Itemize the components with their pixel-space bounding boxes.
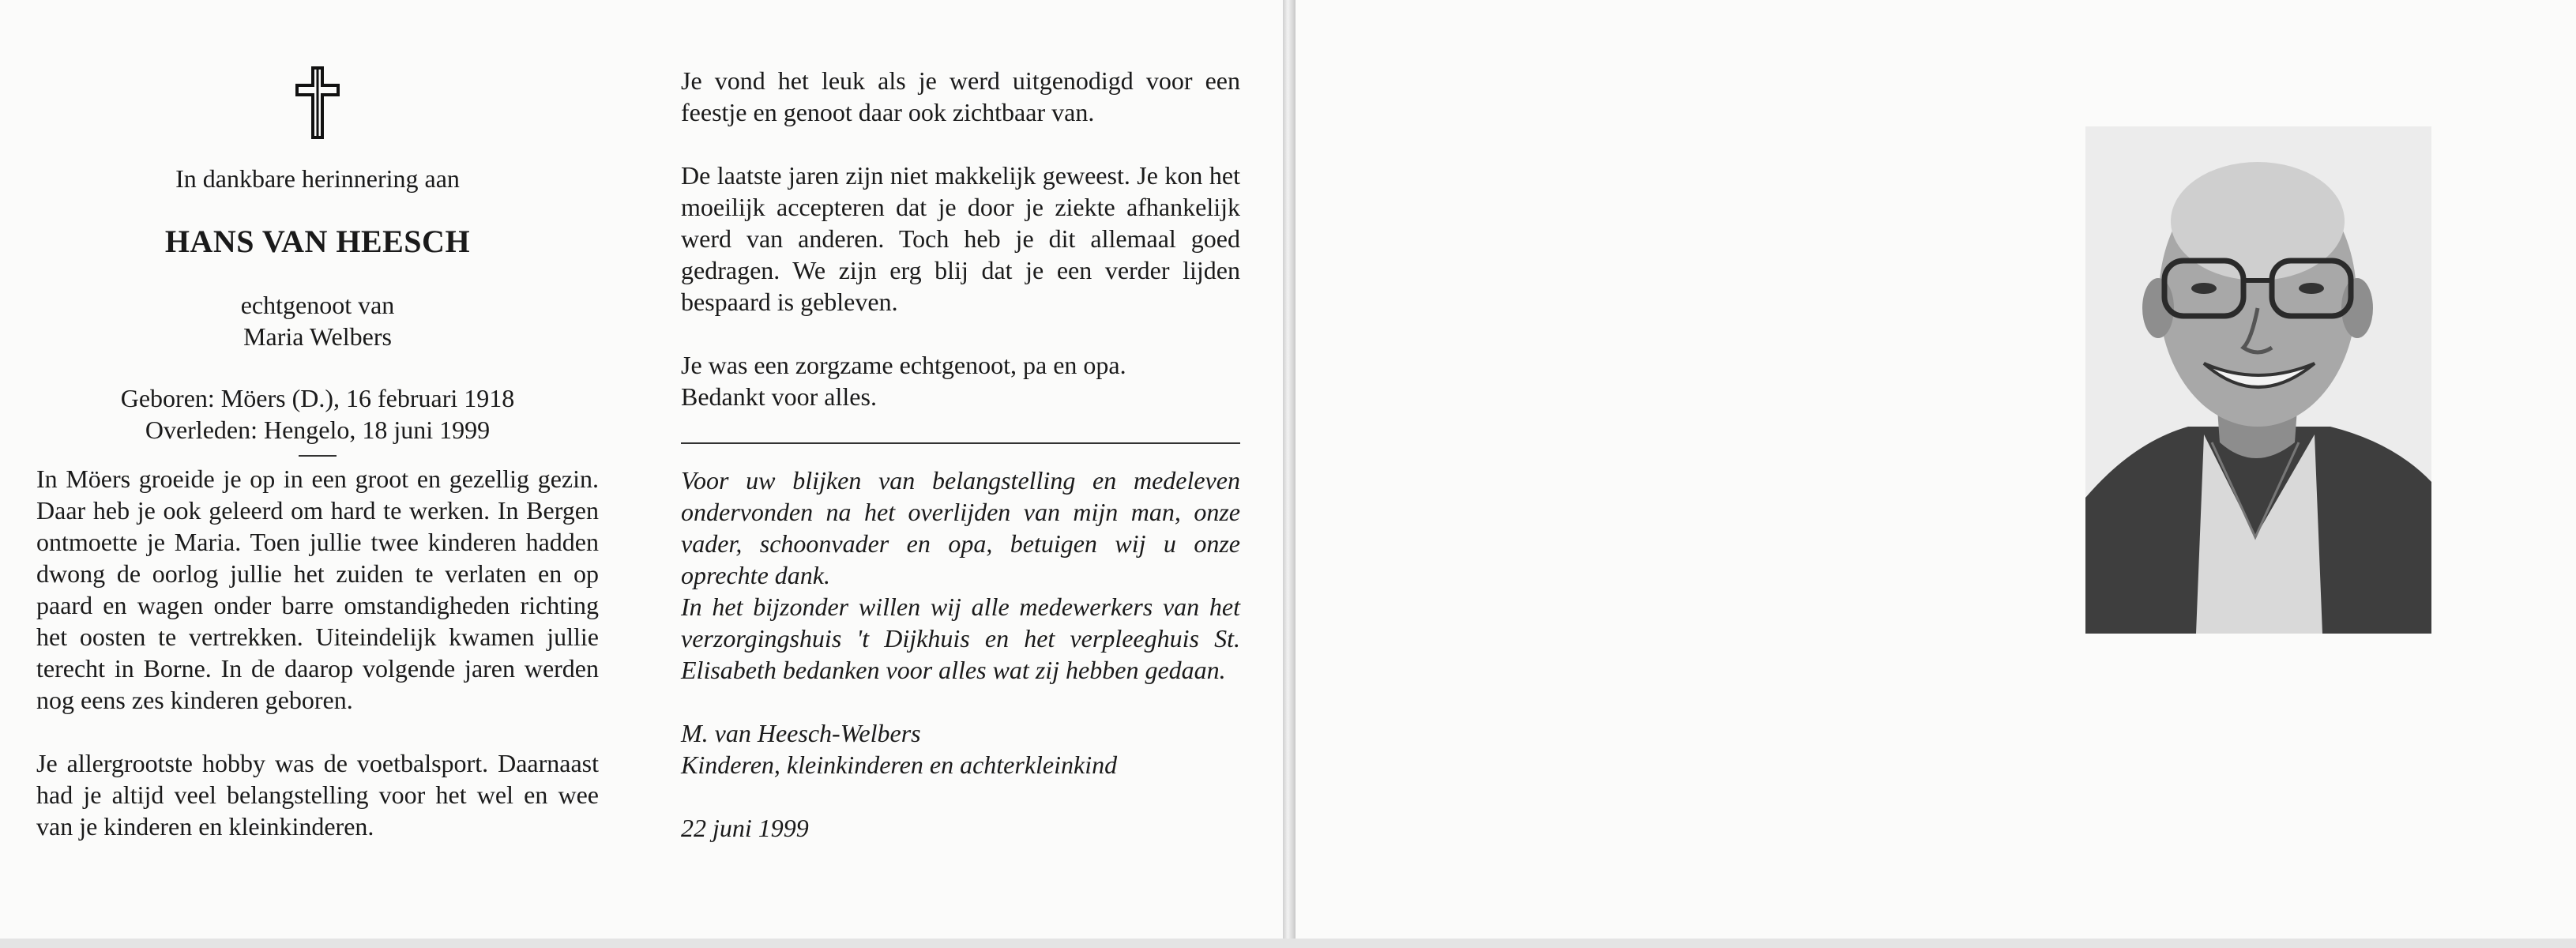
biography-paragraph-2: Je allergrootste hobby was de voetbalsport. Daarnaast had je altijd veel belangstelling voor het wel en wee van je kinderen en kleinkinderen. [36,749,599,841]
thanks-paragraph-2: In het bijzonder willen wij alle medewerkers van het verzorgingshuis 't Dijkhuis en het verpleeghuis St. Elisabeth bedanken voor alles wat zij hebben gedaan. [681,592,1240,684]
long-divider [681,442,1240,444]
biography-paragraph-1: In Möers groeide je op in een groot en gezellig gezin. Daar heb je ook geleerd om hard te werken. In Bergen ontmoette je Maria. Toen jullie twee kinderen hadden dwong de oorlog jullie het zuiden te verlaten en op paard en wagen onder barre omstandigheden richting het oosten te vertrekken. Uiteindelijk kwamen jullie terecht in Borne. In de daarop volgende jaren werden nog eens zes kinderen geboren. [36,465,599,714]
card-date: 22 juni 1999 [681,814,809,842]
spouse-name: Maria Welbers [243,322,392,351]
portrait-icon [2085,126,2431,634]
card-fold [1283,0,1296,948]
portrait-photo [2085,126,2431,634]
deceased-name: HANS VAN HEESCH [164,224,471,259]
spouse-block [36,289,599,352]
cross-icon [294,65,341,141]
intro-text: In dankbare herinnering aan [175,164,460,193]
scan-bottom-edge [0,939,2576,948]
memory-paragraph-2: De laatste jaren zijn niet makkelijk geweest. Je kon het moeilijk accepteren dat je door je ziekte afhankelijk werd van anderen. Toch heb je dit allemaal goed gedragen. We zijn erg blij dat je een verder lijden bespaard is gebleven. [681,161,1240,316]
dates-block [36,382,599,446]
birth-line: Geboren: Möers (D.), 16 februari 1918 [120,384,515,412]
middle-column [681,65,1240,844]
memory-line-1: Je was een zorgzame echtgenoot, pa en opa. [681,351,1126,379]
memory-line-2: Bedankt voor alles. [681,382,877,411]
death-line: Overleden: Hengelo, 18 juni 1999 [145,416,491,444]
spouse-label: echtgenoot van [240,291,395,319]
signature-family: Kinderen, kleinkinderen en achterkleinkind [681,750,1118,779]
signature-block [681,717,1240,781]
left-column [36,51,599,842]
thanks-paragraph-1: Voor uw blijken van belangstelling en medeleven ondervonden na het overlijden van mijn man, onze vader, schoonvader en opa, betuigen wij u onze oprechte dank. [681,466,1240,589]
memory-paragraph-1: Je vond het leuk als je werd uitgenodigd voor een feestje en genoot daar ook zichtbaar van. [681,66,1240,126]
short-divider [299,455,337,457]
signature-name: M. van Heesch-Welbers [681,719,921,747]
memory-paragraph-3 [681,349,1240,412]
